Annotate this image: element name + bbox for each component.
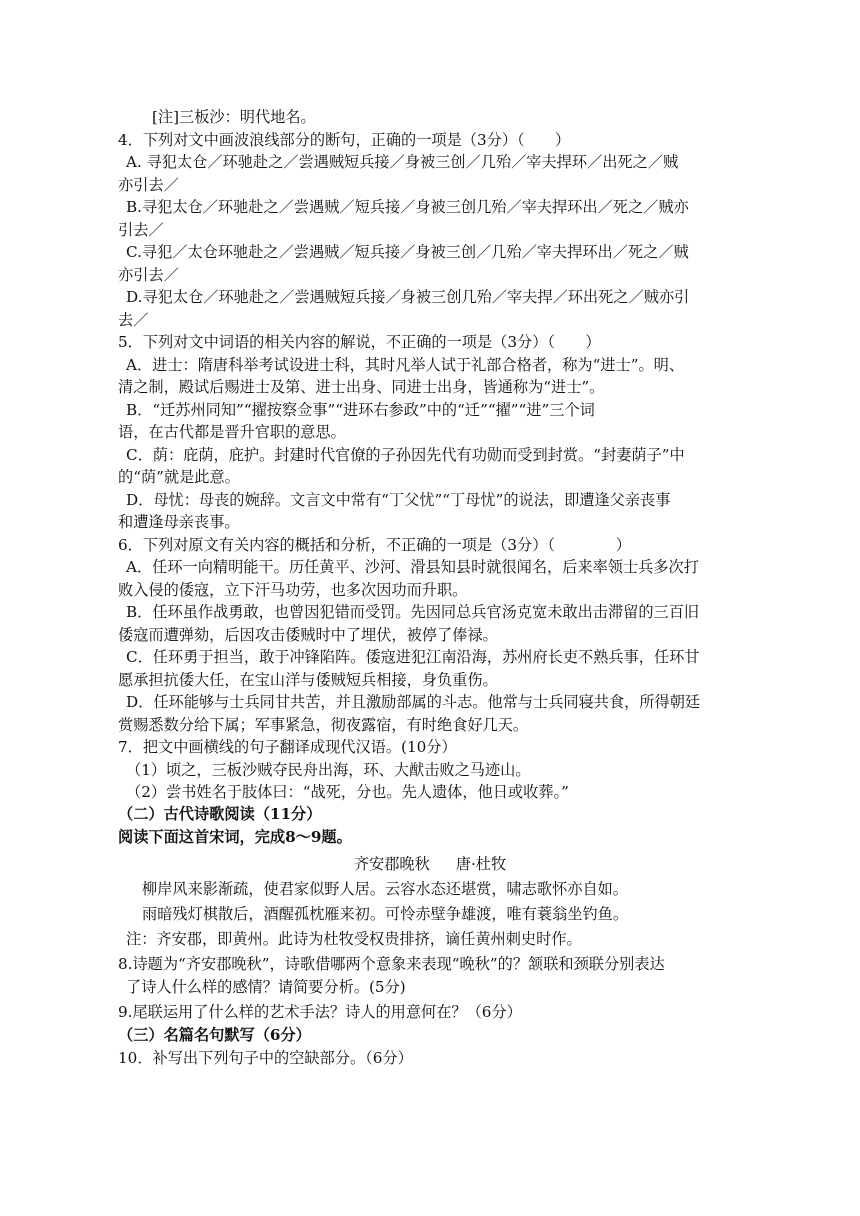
q6-option-d: D．任环能够与士兵同甘共苦，并且激励部属的斗志。他常与士兵同寝共食，所得朝廷 <box>126 693 701 711</box>
q4-option-d: D.寻犯太仓／环驰赴之／尝遇贼短兵接／身被三创几殆／宰夫捍／环出死之／贼亦引 <box>126 288 690 306</box>
annotation-sanbansha: [注]三板沙：明代地名。 <box>152 108 316 126</box>
poem-title: 齐安郡晚秋 <box>353 855 430 873</box>
q4-option-a: A. 寻犯太仓／环驰赴之／尝遇贼短兵接／身被三创／几殆／宰夫捍环／出死之／贼 <box>126 153 679 171</box>
poem-note: 注：齐安郡，即黄州。此诗为杜牧受权贵排挤，谪任黄州刺史时作。 <box>126 930 582 948</box>
q5-option-b: B．“迁苏州同知”“擢按察佥事”“进环右参政”中的“迁”“擢”“进”三个词 <box>126 401 595 419</box>
q4-option-d-cont: 去／ <box>118 311 149 329</box>
q4-option-a-cont: 亦引去／ <box>118 176 179 194</box>
q5-option-d: D．母忧：母丧的婉辞。文言文中常有“丁父忧”“丁母忧”的说法，即遭逢父亲丧事 <box>126 491 671 509</box>
poem-author: 唐·杜牧 <box>455 855 507 873</box>
q7-sentence-1: （1）顷之，三板沙贼夺民舟出海，环、大猷击败之马迹山。 <box>126 761 531 779</box>
q6-option-a-cont: 败入侵的倭寇，立下汗马功劳，也多次因功而升职。 <box>118 581 468 599</box>
q5-option-c: C．荫：庇荫，庇护。封建时代官僚的子孙因先代有功勋而受到封赏。“封妻荫子”中 <box>126 446 685 464</box>
q7-sentence-2: （2）尝书姓名于肢体曰：“战死，分也。先人遗体，他日或收葬。” <box>126 783 569 801</box>
section-dictation-heading: （三）名篇名句默写（6分） <box>118 1026 311 1044</box>
q4-option-c-cont: 亦引去／ <box>118 266 179 284</box>
question-10: 10．补写出下列句子中的空缺部分。（6分） <box>118 1049 413 1067</box>
q6-option-b-cont: 倭寇而遭弹劾，后因攻击倭贼时中了埋伏，被停了俸禄。 <box>118 626 498 644</box>
poem-title-line <box>0 853 860 875</box>
q6-option-a: A．任环一向精明能干。历任黄平、沙河、滑县知县时就很闻名，后来率领士兵多次打 <box>126 558 699 576</box>
question-9: 9.尾联运用了什么样的艺术手法？诗人的用意何在？（6分） <box>118 1003 522 1021</box>
q5-option-c-cont: 的“荫”就是此意。 <box>118 468 240 486</box>
q6-option-c: C．任环勇于担当，敢于冲锋陷阵。倭寇进犯江南沿海，苏州府长吏不熟兵事，任环甘 <box>126 648 700 666</box>
q6-option-c-cont: 愿承担抗倭大任，在宝山洋与倭贼短兵相接，身负重伤。 <box>118 671 498 689</box>
q6-option-d-cont: 赏赐悉数分给下属；军事紧急，彻夜露宿，有时绝食好几天。 <box>118 716 529 734</box>
question-5: 5．下列对文中词语的相关内容的解说，不正确的一项是（3分）（ ） <box>118 333 601 351</box>
question-7: 7．把文中画横线的句子翻译成现代汉语。(10分） <box>118 738 457 756</box>
section-poetry-heading: （二）古代诗歌阅读（11分） <box>118 805 322 823</box>
q4-option-b: B.寻犯太仓／环驰赴之／尝遇贼／短兵接／身被三创几殆／宰夫捍环出／死之／贼亦 <box>126 198 689 216</box>
question-6: 6．下列对原文有关内容的概括和分析，不正确的一项是（3分）（ ） <box>118 536 631 554</box>
q5-option-b-cont: 语，在古代都是晋升官职的意思。 <box>118 423 346 441</box>
q5-option-a-cont: 清之制，殿试后赐进士及第、进士出身、同进士出身，皆通称为“进士”。 <box>118 378 605 396</box>
q5-option-d-cont: 和遭逢母亲丧事。 <box>118 513 240 531</box>
question-8-cont: 了诗人什么样的感情？请简要分析。(5分) <box>126 978 406 996</box>
q5-option-a: A．进士：隋唐科举考试设进士科，其时凡举人试于礼部合格者，称为“进士”。明、 <box>126 356 685 374</box>
question-4: 4．下列对文中画波浪线部分的断句，正确的一项是（3分）（ ） <box>118 131 571 149</box>
poem-line-2: 雨暗残灯棋散后，酒醒孤枕雁来初。可怜赤壁争雄渡，唯有蓑翁坐钓鱼。 <box>142 905 628 923</box>
poetry-instruction: 阅读下面这首宋词，完成8～9题。 <box>118 828 352 846</box>
q6-option-b: B．任环虽作战勇敢，也曾因犯错而受罚。先因同总兵官汤克宽未敢出击滞留的三百旧 <box>126 603 700 621</box>
question-8: 8.诗题为“齐安郡晚秋”，诗歌借哪两个意象来表现“晚秋”的？颔联和颈联分别表达 <box>118 955 665 973</box>
q4-option-b-cont: 引去／ <box>118 221 164 239</box>
q4-option-c: C.寻犯／太仓环驰赴之／尝遇贼／短兵接／身被三创／几殆／宰夫捍环出／死之／贼 <box>126 243 689 261</box>
poem-line-1: 柳岸风来影渐疏，使君家似野人居。云容水态还堪赏，啸志歌怀亦自如。 <box>142 880 628 898</box>
